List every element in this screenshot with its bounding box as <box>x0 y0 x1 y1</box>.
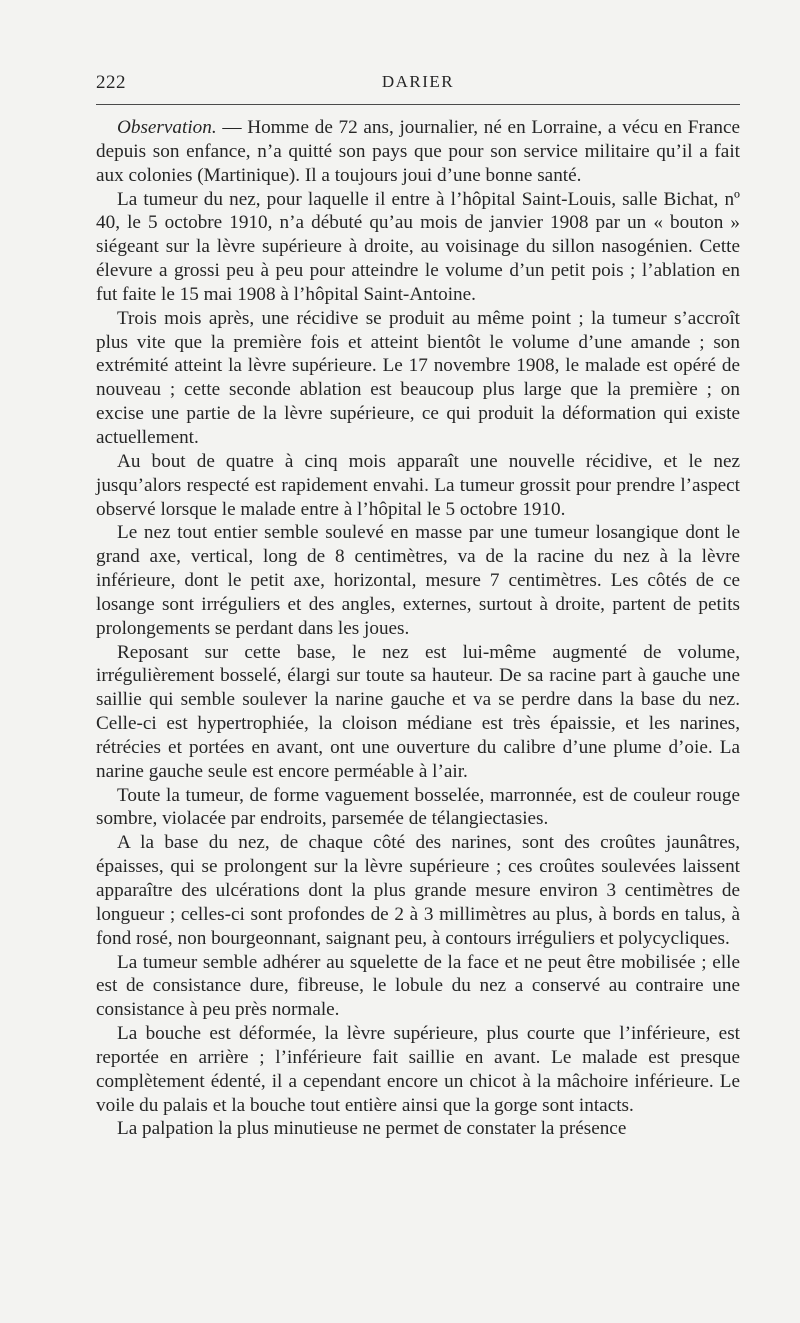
observation-text: — Homme de 72 ans, journalier, né en Lorraine, a vécu en France depuis son enfance, n’a quitté son pays que pour son service militaire qu’il a fait aux colonies (Martinique). Il a toujours joui d’une bonne santé. <box>96 117 740 186</box>
body-text <box>96 116 740 1141</box>
paragraph-crusts-ulcerations: A la base du nez, de chaque côté des narines, sont des croûtes jaunâtres, épaisses, qui se prolongent sur la lèvre supérieure ; ces croûtes soulevées laissent apparaître des ulcérations dont la plus grande mesure environ 3 centimètres de longueur ; celles-ci sont profondes de 2 à 3 millimètres au plus, à bords en talus, à fond rosé, non bourgeonnant, saignant peu, à contours irréguliers et polycycliques. <box>96 832 740 949</box>
paragraph-consistency: La tumeur semble adhérer au squelette de la face et ne peut être mobilisée ; elle est de consistance dure, fibreuse, le lobule du nez a conservé au contraire une consistance à peu près normale. <box>96 951 740 1021</box>
paragraph-nose-description: Reposant sur cette base, le nez est lui-même augmenté de volume, irrégulièrement bosselé, élargi sur toute sa hauteur. De sa racine part à gauche une saillie qui semble soulever la narine gauche et va se perdre dans la base du nez. Celle-ci est hypertrophiée, la cloison médiane est très épaissie, et les narines, rétrécies et portées en avant, ont une ouverture du calibre d’une plume d’oie. La narine gauche seule est encore perméable à l’air. <box>96 641 740 782</box>
observation-paragraph <box>96 116 740 188</box>
paragraph-tumor-history: La tumeur du nez, pour laquelle il entre à l’hôpital Saint-Louis, salle Bichat, nº 40, le 5 octobre 1910, n’a débuté qu’au mois de janvier 1908 par un « bouton » siégeant sur la lèvre supérieure à droite, au voisinage du sillon nasogénien. Cette élevure a grossi peu à peu pour atteindre le volume d’un petit pois ; l’ablation en fut faite le 15 mai 1908 à l’hôpital Saint-Antoine. <box>96 188 740 305</box>
paragraph-tumor-color: Toute la tumeur, de forme vaguement bosselée, marronnée, est de couleur rouge sombre, violacée par endroits, parsemée de télangiectasies. <box>96 784 740 830</box>
paragraph-tumor-shape: Le nez tout entier semble soulevé en masse par une tumeur losangique dont le grand axe, vertical, long de 8 centimètres, va de la racine du nez à la lèvre inférieure, dont le petit axe, horizontal, mesure 7 centimètres. Les côtés de ce losange sont irréguliers et des angles, externes, surtout à droite, partent de petits prolongements se perdant dans les joues. <box>96 522 740 639</box>
paragraph-first-recurrence: Trois mois après, une récidive se produit au même point ; la tumeur s’accroît plus vite que la première fois et atteint bientôt le volume d’une amande ; son extrémité atteint la lèvre supérieure. Le 17 novembre 1908, le malade est opéré de nouveau ; cette seconde ablation est beaucoup plus large que la première ; on excise une partie de la lèvre supérieure, ce qui produit la déformation qui existe actuellement. <box>96 307 740 448</box>
paragraph-palpation: La palpation la plus minutieuse ne permet de constater la présence <box>117 1118 627 1140</box>
observation-label: Observation. <box>117 117 217 138</box>
paragraph-mouth: La bouche est déformée, la lèvre supérieure, plus courte que l’inférieure, est reportée en arrière ; l’inférieure fait saillie en avant. Le malade est presque complètement édenté, il a cependant encore un chicot à la mâchoire inférieure. Le voile du palais et la bouche tout entière ainsi que la gorge sont intacts. <box>96 1023 740 1116</box>
page-header <box>96 72 740 102</box>
paragraph-second-recurrence: Au bout de quatre à cinq mois apparaît une nouvelle récidive, et le nez jusqu’alors respecté est rapidement envahi. La tumeur grossit pour prendre l’aspect observé lorsque le malade entre à l’hôpital le 5 octobre 1910. <box>96 450 740 520</box>
header-rule <box>96 104 740 105</box>
running-head: DARIER <box>381 72 455 91</box>
page-number: 222 <box>96 72 126 93</box>
